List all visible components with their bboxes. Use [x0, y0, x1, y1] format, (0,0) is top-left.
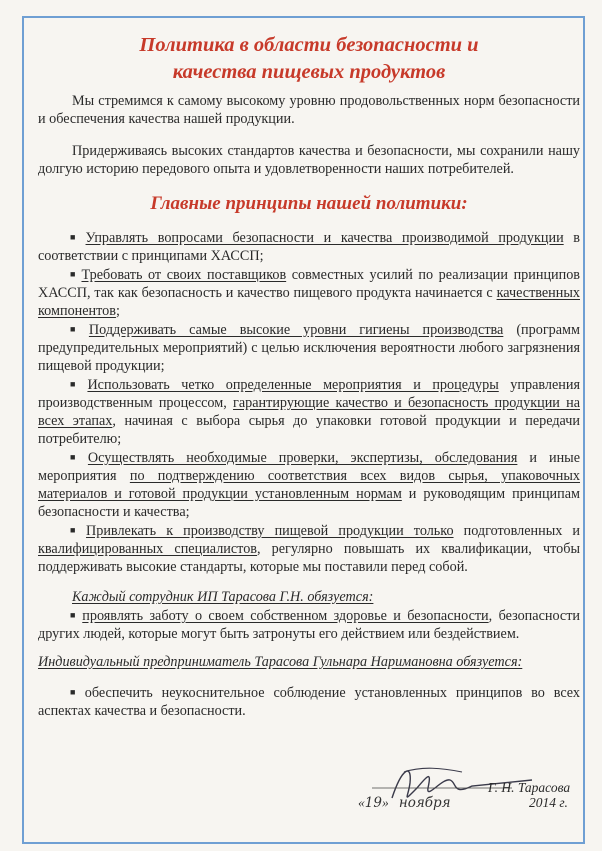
intro-paragraph-2: Придерживаясь высоких стандартов качества и безопасности, мы сохранили нашу долгую историю передового опыта и удовлетворенности наших потребителей. [38, 143, 580, 177]
principles-heading: Главные принципы нашей политики: [150, 193, 468, 214]
principle-item: ■ Привлекать к производству пищевой продукции только подготовленных и квалифицированных специалистов, регулярно повышать их квалификации, чтобы поддерживать высокие стандарты, которые мы поставили перед собой. [38, 523, 581, 575]
bullet-icon: ■ [70, 324, 85, 334]
employee-obligations-heading: Каждый сотрудник ИП Тарасова Г.Н. обязуется: [72, 589, 374, 605]
principle-item: ■ Использовать четко определенные мероприятия и процедуры управления производственным процессом, гарантирующие качество и безопасность продукции на всех этапах, начиная с выбора сырья до упаковки готовой продукции и передачи потребителю; [38, 377, 580, 447]
document-body [38, 30, 580, 720]
principle-item: ■ Осуществлять необходимые проверки, экспертизы, обследования и иные мероприятия по подтверждению соответствия всех видов сырья, упаковочных материалов и готовой продукции установленным нормам и руководящим принципам безопасности и качества; [38, 450, 581, 520]
principle-item: ■ Управлять вопросами безопасности и качества производимой продукции в соответствии с принципами ХАССП; [38, 230, 581, 264]
principles-list [38, 228, 580, 576]
document-title: Политика в области безопасности и качества пищевых продуктов [139, 34, 479, 83]
principle-item: ■ Требовать от своих поставщиков совместных усилий по реализации принципов ХАССП, так как безопасность и качество пищевого продукта начинается с качественных компонентов; [38, 267, 581, 319]
bullet-icon: ■ [70, 269, 78, 279]
bullet-icon: ■ [70, 452, 84, 462]
bullet-icon: ■ [70, 232, 82, 242]
bullet-icon: ■ [70, 379, 84, 389]
date-month: ноября [398, 795, 451, 811]
date-year: 2014 г. [529, 795, 568, 810]
signature-date: «19» ноября [358, 795, 451, 811]
employee-obligation-item: ■ проявлять заботу о своем собственном здоровье и безопасности, безопасности других людей, которые могут быть затронуты его действием или бездействием. [38, 608, 581, 642]
owner-obligations-heading: Индивидуальный предприниматель Тарасова Гульнара Наримановна обязуется: [38, 654, 523, 670]
intro-paragraph-1: Мы стремимся к самому высокому уровню продовольственных норм безопасности и обеспечения качества нашей продукции. [38, 93, 580, 127]
date-day: 19 [364, 795, 382, 811]
bullet-icon: ■ [70, 687, 81, 697]
principle-item: ■ Поддерживать самые высокие уровни гигиены производства (программ предупредительных мероприятий) с целью исключения вероятности любого загрязнения пищевой продукции; [38, 322, 580, 374]
signatory-name: Г. Н. Тарасова [488, 780, 571, 795]
owner-obligation-item: ■ обеспечить неукоснительное соблюдение установленных принципов во всех аспектах качества и безопасности. [38, 685, 581, 719]
bullet-icon: ■ [70, 525, 82, 535]
bullet-icon: ■ [70, 610, 79, 620]
